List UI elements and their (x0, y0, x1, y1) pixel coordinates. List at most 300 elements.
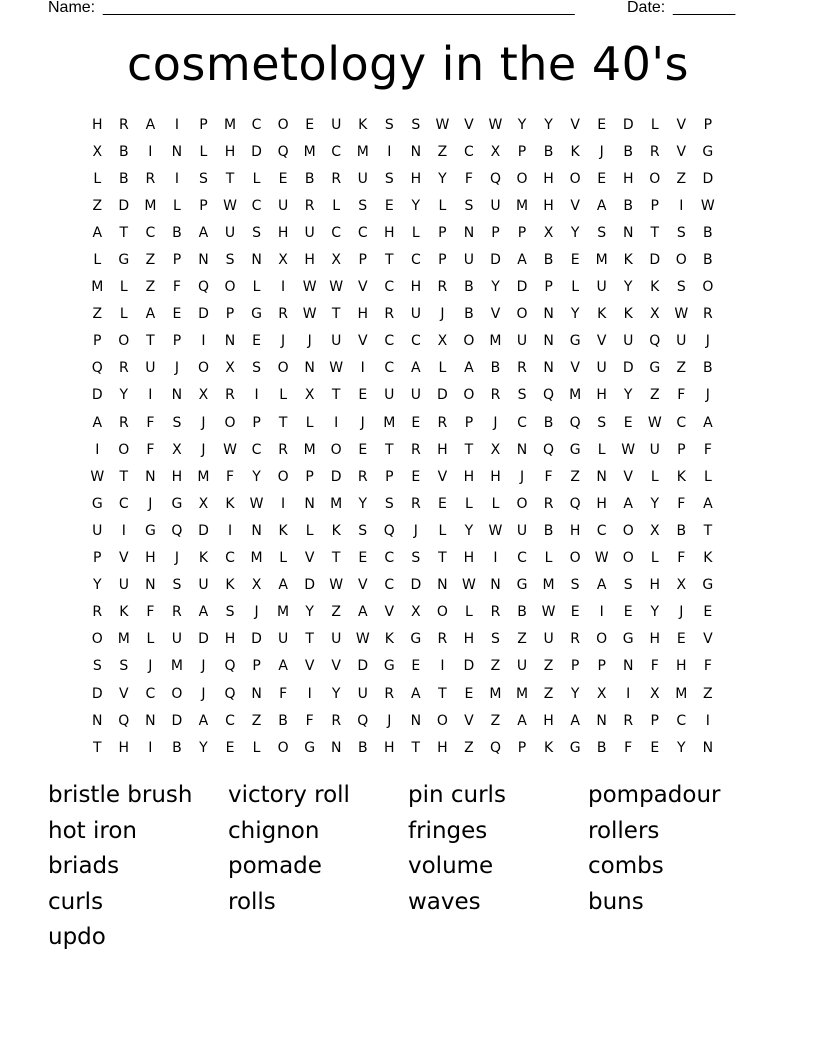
grid-cell: O (224, 414, 236, 431)
grid-cell: A (198, 224, 209, 241)
grid-cell: B (119, 143, 129, 160)
grid-cell: R (278, 306, 288, 323)
grid-cell: X (198, 495, 209, 512)
grid-row (84, 653, 732, 680)
grid-cell: I (705, 712, 710, 729)
grid-cell: T (305, 631, 314, 648)
grid-cell: U (331, 116, 342, 133)
grid-cell: K (676, 468, 686, 485)
grid-cell: S (172, 414, 182, 431)
grid-cell: B (703, 224, 713, 241)
grid-cell: W (621, 441, 636, 458)
grid-cell: L (650, 468, 659, 485)
grid-cell: A (411, 685, 421, 702)
grid-cell: Z (517, 631, 527, 648)
grid-cell: D (622, 360, 634, 377)
grid-row (84, 328, 732, 355)
grid-cell: B (703, 360, 713, 377)
grid-cell: S (597, 224, 607, 241)
grid-cell: U (171, 631, 183, 648)
grid-row (84, 165, 732, 192)
grid-cell: M (117, 631, 130, 648)
grid-cell: I (148, 739, 153, 756)
grid-row (84, 192, 732, 219)
grid-cell: G (516, 577, 528, 594)
grid-cell: P (517, 143, 527, 160)
grid-cell: E (411, 658, 421, 675)
grid-cell: H (622, 170, 634, 187)
grid-cell: P (597, 658, 606, 675)
grid-cell: A (411, 360, 421, 377)
grid-cell: D (702, 170, 714, 187)
grid-cell: T (331, 550, 341, 567)
grid-cell: G (383, 658, 395, 675)
word-list-item: curls (48, 888, 104, 915)
grid-cell: R (384, 306, 395, 323)
grid-cell: O (277, 360, 289, 377)
grid-cell: I (121, 522, 126, 539)
grid-cell: P (252, 658, 261, 675)
grid-cell: C (384, 360, 395, 377)
grid-cell: Z (676, 170, 687, 187)
grid-cell: Q (171, 522, 183, 539)
grid-cell: I (599, 604, 604, 621)
grid-cell: U (649, 441, 660, 458)
grid-row (84, 517, 732, 544)
grid-cell: Q (489, 170, 501, 187)
grid-cell: Z (464, 739, 474, 756)
grid-cell: X (649, 685, 660, 702)
grid-cell: R (331, 170, 342, 187)
grid-cell: F (146, 441, 155, 458)
grid-cell: C (384, 577, 395, 594)
grid-cell: P (358, 252, 367, 269)
grid-cell: R (145, 170, 156, 187)
grid-cell: M (515, 685, 529, 702)
grid-cell: Z (92, 197, 103, 214)
grid-cell: P (677, 441, 686, 458)
grid-cell: R (649, 143, 660, 160)
grid-cell: I (148, 143, 153, 160)
grid-cell: B (543, 522, 554, 539)
grid-cell: G (410, 631, 422, 648)
grid-row (84, 463, 732, 490)
grid-cell: X (225, 360, 235, 377)
grid-cell: D (198, 522, 209, 539)
grid-cell: C (384, 279, 395, 296)
grid-cell: R (702, 306, 713, 323)
grid-cell: N (410, 712, 422, 729)
grid-cell: C (145, 685, 156, 702)
grid-cell: C (357, 224, 368, 241)
grid-cell: U (277, 631, 289, 648)
grid-cell: H (92, 116, 103, 133)
grid-cell: Y (252, 468, 261, 485)
grid-cell: U (357, 170, 368, 187)
grid-cell: A (198, 712, 209, 729)
grid-cell: O (436, 712, 448, 729)
grid-cell: Z (543, 685, 554, 702)
grid-cell: C (410, 252, 421, 269)
grid-row (84, 572, 732, 599)
grid-cell: N (304, 495, 315, 512)
grid-cell: K (384, 631, 394, 648)
grid-cell: M (542, 577, 555, 594)
grid-cell: J (307, 333, 312, 350)
grid-cell: K (703, 550, 713, 567)
grid-cell: D (463, 658, 475, 675)
grid-cell: Z (543, 658, 554, 675)
grid-cell: Y (544, 116, 553, 133)
grid-cell: O (569, 550, 581, 567)
grid-cell: W (700, 197, 715, 214)
grid-cell: K (278, 522, 288, 539)
grid-cell: V (357, 577, 368, 594)
grid-cell: A (623, 495, 633, 512)
grid-cell: I (360, 360, 365, 377)
grid-cell: J (493, 414, 498, 431)
grid-cell: H (437, 739, 448, 756)
grid-cell: H (463, 468, 475, 485)
grid-cell: R (118, 414, 129, 431)
grid-cell: N (437, 577, 448, 594)
grid-cell: O (197, 360, 209, 377)
grid-cell: T (331, 387, 341, 404)
grid-cell: F (225, 468, 235, 485)
grid-cell: N (92, 712, 103, 729)
grid-cell: U (516, 522, 528, 539)
grid-cell: O (622, 522, 634, 539)
grid-cell: X (596, 685, 607, 702)
grid-cell: Q (569, 495, 581, 512)
grid-cell: C (676, 712, 687, 729)
grid-cell: R (543, 495, 554, 512)
grid-cell: W (302, 279, 317, 296)
grid-cell: H (569, 522, 581, 539)
grid-cell: J (201, 441, 206, 458)
grid-cell: X (198, 387, 209, 404)
grid-cell: I (679, 197, 684, 214)
grid-cell: E (358, 387, 368, 404)
name-field-line: _____________________________________________________ (103, 0, 575, 16)
name-label: Name: (48, 0, 96, 16)
grid-cell: H (543, 712, 554, 729)
grid-cell: R (490, 387, 501, 404)
grid-cell: U (331, 333, 342, 350)
grid-cell: U (224, 224, 236, 241)
grid-cell: N (622, 658, 634, 675)
grid-cell: N (596, 468, 607, 485)
grid-cell: Y (358, 495, 368, 512)
grid-cell: D (91, 685, 103, 702)
grid-cell: A (570, 712, 580, 729)
grid-cell: P (650, 197, 659, 214)
grid-cell: O (463, 333, 475, 350)
grid-cell: R (118, 116, 129, 133)
grid-cell: I (227, 522, 233, 539)
grid-row (84, 599, 732, 626)
grid-cell: X (411, 604, 421, 621)
grid-cell: G (569, 333, 581, 350)
grid-cell: O (277, 739, 289, 756)
grid-cell: F (703, 658, 712, 675)
grid-cell: I (281, 279, 286, 296)
grid-cell: U (623, 333, 634, 350)
grid-cell: N (145, 468, 156, 485)
grid-row (84, 680, 732, 707)
grid-cell: P (570, 658, 580, 675)
grid-cell: Q (543, 387, 555, 404)
grid-cell: G (622, 631, 634, 648)
grid-cell: T (146, 333, 155, 350)
grid-cell: M (356, 143, 369, 160)
grid-cell: D (198, 631, 209, 648)
grid-cell: Y (438, 170, 447, 187)
grid-cell: S (384, 116, 394, 133)
grid-cell: P (517, 739, 527, 756)
grid-cell: L (438, 197, 447, 214)
grid-cell: R (410, 495, 421, 512)
grid-cell: Y (650, 495, 660, 512)
grid-cell: C (410, 333, 421, 350)
letter-grid (84, 111, 732, 761)
grid-cell: L (332, 197, 341, 214)
grid-cell: E (358, 441, 368, 458)
grid-cell: H (649, 631, 661, 648)
grid-cell: Y (517, 116, 527, 133)
grid-cell: P (544, 279, 553, 296)
grid-cell: E (358, 550, 368, 567)
grid-cell: W (462, 577, 476, 594)
grid-cell: I (493, 550, 498, 567)
grid-cell: O (569, 170, 581, 187)
grid-cell: I (95, 441, 100, 458)
grid-cell: K (198, 550, 209, 567)
grid-cell: F (146, 414, 155, 431)
grid-cell: L (491, 495, 500, 512)
grid-cell: Q (224, 685, 236, 702)
grid-cell: R (570, 631, 580, 648)
grid-cell: H (490, 468, 501, 485)
grid-cell: L (279, 550, 287, 567)
grid-cell: L (119, 306, 128, 323)
grid-cell: Y (199, 739, 208, 756)
grid-cell: I (174, 170, 179, 187)
grid-cell: L (544, 550, 553, 567)
grid-cell: X (92, 143, 103, 160)
grid-cell: S (225, 604, 235, 621)
grid-cell: R (278, 441, 288, 458)
grid-cell: B (623, 143, 634, 160)
grid-cell: M (569, 387, 582, 404)
grid-cell: L (173, 197, 181, 214)
grid-cell: I (334, 414, 339, 431)
grid-cell: X (649, 306, 660, 323)
grid-cell: P (225, 306, 235, 323)
grid-cell: P (438, 224, 447, 241)
grid-cell: W (223, 441, 237, 458)
grid-cell: I (174, 116, 179, 133)
grid-cell: W (249, 495, 264, 512)
grid-cell: E (650, 739, 660, 756)
grid-cell: L (305, 414, 314, 431)
grid-cell: A (703, 495, 713, 512)
grid-cell: P (464, 414, 474, 431)
grid-cell: J (705, 333, 710, 350)
grid-row (84, 246, 732, 273)
grid-cell: T (385, 441, 394, 458)
grid-cell: D (171, 712, 183, 729)
grid-cell: Y (570, 685, 580, 702)
word-list-item: updo (48, 924, 106, 951)
grid-cell: W (488, 116, 503, 133)
grid-cell: J (254, 604, 259, 621)
grid-cell: Y (623, 387, 633, 404)
grid-cell: H (676, 658, 687, 675)
word-list-item: pomade (228, 853, 322, 880)
grid-cell: D (436, 387, 448, 404)
grid-cell: M (277, 604, 290, 621)
grid-cell: C (331, 224, 342, 241)
grid-cell: M (489, 333, 502, 350)
grid-cell: E (411, 468, 421, 485)
grid-cell: J (413, 522, 418, 539)
grid-cell: G (569, 441, 581, 458)
grid-cell: A (517, 712, 527, 729)
grid-cell: E (384, 197, 394, 214)
word-list-item: volume (408, 853, 494, 880)
grid-cell: S (384, 495, 394, 512)
grid-cell: D (649, 252, 661, 269)
grid-cell: M (489, 685, 502, 702)
grid-cell: M (515, 197, 529, 214)
word-list-item: chignon (228, 817, 320, 844)
grid-cell: Z (676, 360, 687, 377)
grid-cell: B (464, 279, 474, 296)
grid-cell: O (436, 604, 448, 621)
grid-cell: E (464, 685, 474, 702)
grid-cell: T (225, 170, 235, 187)
grid-cell: L (119, 279, 128, 296)
grid-cell: Y (491, 279, 500, 296)
grid-cell: H (649, 577, 661, 594)
grid-cell: Q (91, 360, 103, 377)
grid-cell: Z (649, 387, 660, 404)
grid-cell: L (465, 604, 473, 621)
grid-cell: O (649, 170, 661, 187)
grid-cell: Z (570, 468, 580, 485)
grid-cell: S (491, 631, 500, 648)
grid-cell: R (118, 360, 129, 377)
grid-cell: O (91, 631, 103, 648)
grid-row (84, 734, 732, 761)
grid-cell: G (702, 577, 714, 594)
grid-cell: K (331, 522, 341, 539)
grid-cell: P (385, 468, 394, 485)
grid-cell: B (517, 604, 527, 621)
grid-cell: C (225, 550, 235, 567)
grid-row (84, 626, 732, 653)
grid-cell: K (623, 306, 633, 323)
grid-cell: Q (649, 333, 661, 350)
grid-cell: A (517, 252, 527, 269)
grid-cell: Y (464, 522, 474, 539)
grid-cell: R (437, 279, 448, 296)
grid-cell: O (516, 495, 528, 512)
grid-cell: S (411, 550, 421, 567)
grid-cell: S (464, 197, 474, 214)
grid-cell: C (517, 550, 527, 567)
grid-cell: N (516, 441, 528, 458)
grid-cell: R (92, 604, 103, 621)
grid-cell: J (440, 306, 445, 323)
grid-cell: F (146, 604, 155, 621)
grid-cell: V (570, 360, 580, 377)
grid-cell: J (201, 414, 206, 431)
grid-cell: I (626, 685, 631, 702)
grid-cell: H (304, 252, 315, 269)
word-list-item: combs (588, 853, 664, 880)
grid-cell: L (93, 252, 102, 269)
grid-cell: H (118, 739, 130, 756)
grid-cell: W (674, 306, 689, 323)
grid-cell: B (119, 170, 129, 187)
grid-cell: V (596, 333, 607, 350)
grid-cell: H (171, 468, 183, 485)
grid-cell: C (251, 197, 262, 214)
grid-cell: M (303, 143, 316, 160)
grid-cell: T (385, 252, 394, 269)
grid-cell: A (596, 197, 607, 214)
grid-cell: B (304, 170, 315, 187)
grid-cell: U (118, 577, 129, 594)
grid-cell: A (198, 604, 209, 621)
grid-cell: I (254, 387, 259, 404)
grid-cell: V (464, 116, 474, 133)
grid-cell: J (148, 495, 153, 512)
grid-cell: K (570, 143, 580, 160)
grid-cell: W (329, 577, 344, 594)
grid-cell: X (172, 441, 182, 458)
grid-cell: J (201, 685, 206, 702)
grid-cell: H (224, 631, 236, 648)
grid-row (84, 545, 732, 572)
grid-cell: V (703, 631, 713, 648)
grid-cell: S (119, 658, 129, 675)
grid-cell: H (224, 143, 236, 160)
grid-cell: X (543, 224, 554, 241)
grid-cell: R (172, 604, 182, 621)
grid-cell: N (702, 739, 714, 756)
grid-cell: B (543, 252, 554, 269)
grid-cell: A (145, 306, 156, 323)
grid-cell: O (171, 685, 183, 702)
date-field-line: _______ (673, 0, 736, 16)
grid-cell: U (410, 387, 421, 404)
grid-cell: U (357, 685, 368, 702)
grid-cell: H (384, 224, 395, 241)
grid-cell: C (384, 333, 395, 350)
grid-cell: L (438, 360, 447, 377)
grid-cell: J (387, 712, 392, 729)
grid-cell: D (251, 631, 262, 648)
grid-cell: T (92, 739, 102, 756)
grid-cell: N (224, 333, 236, 350)
grid-cell: K (597, 306, 607, 323)
grid-cell: P (93, 550, 102, 567)
grid-cell: V (464, 712, 474, 729)
grid-row (84, 355, 732, 382)
